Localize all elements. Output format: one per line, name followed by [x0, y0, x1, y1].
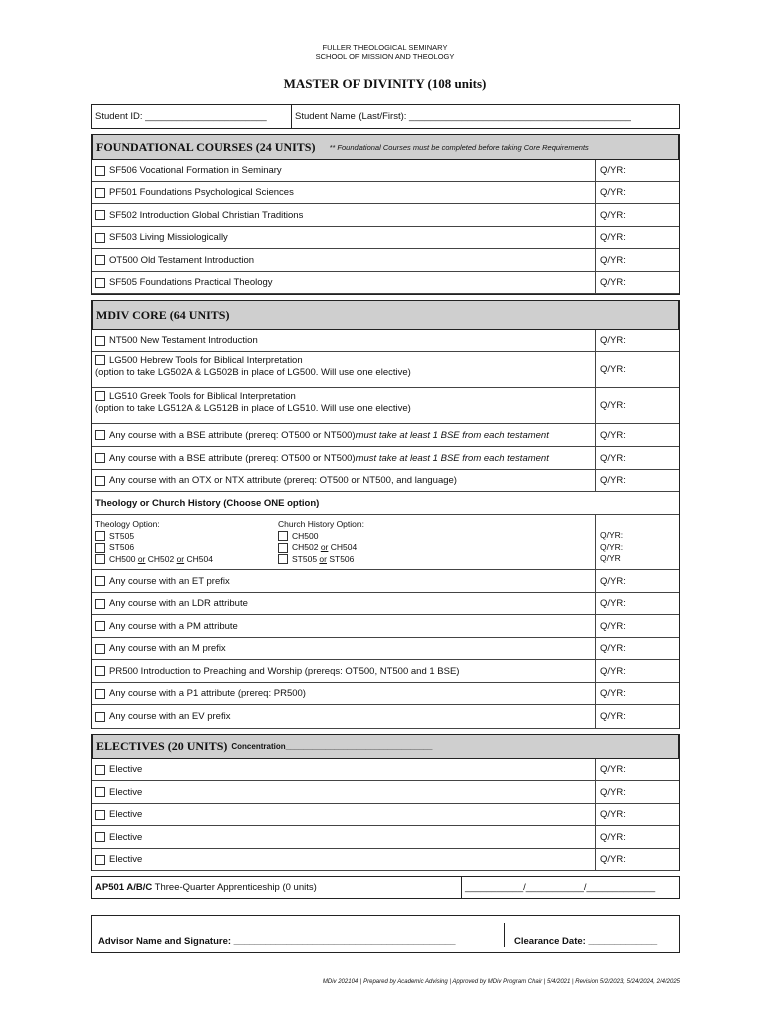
qyr-field[interactable]: Q/YR:: [595, 352, 679, 387]
apprenticeship-code: AP501 A/B/C: [95, 882, 153, 893]
course-label: LG510 Greek Tools for Biblical Interpretation: [109, 390, 296, 402]
checkbox[interactable]: [95, 233, 105, 243]
checkbox[interactable]: [95, 576, 105, 586]
core-row: [92, 638, 679, 660]
apprenticeship-dates[interactable]: ___________/___________/_____________: [465, 882, 656, 893]
found-row: [92, 249, 679, 272]
found-row: [92, 182, 679, 204]
checkbox[interactable]: [95, 810, 105, 820]
qyr-line: Q/YR:: [600, 530, 624, 540]
qyr-field[interactable]: Q/YR:: [595, 615, 679, 637]
core-row: [92, 615, 679, 638]
qyr-field[interactable]: Q/YR:: [595, 826, 679, 848]
student-info: [91, 104, 680, 129]
theology-option: [95, 519, 213, 565]
option-row: [92, 515, 679, 570]
elective-row: [92, 781, 679, 804]
institution-name: FULLER THEOLOGICAL SEMINARY: [322, 43, 448, 52]
qyr-field[interactable]: Q/YR:: [595, 638, 679, 659]
checkbox[interactable]: [95, 391, 105, 401]
student-name-field[interactable]: Student Name (Last/First): __________________________________________: [295, 111, 631, 122]
course-note: must take at least 1 BSE from each testament: [355, 452, 549, 464]
checkbox[interactable]: [95, 621, 105, 631]
elective-row: [92, 759, 679, 781]
qyr-field[interactable]: Q/YR:: [595, 424, 679, 446]
choose-option-row: [92, 492, 679, 515]
checkbox[interactable]: [278, 531, 288, 541]
qyr-field[interactable]: Q/YR:: [595, 705, 679, 728]
school-name: SCHOOL OF MISSION AND THEOLOGY: [315, 52, 455, 61]
clearance-date-field[interactable]: Clearance Date: _____________: [514, 936, 658, 947]
qyr-field[interactable]: Q/YR:: [595, 660, 679, 682]
option-item: CH504: [184, 553, 213, 564]
core-row: [92, 593, 679, 615]
foundational-header: [92, 134, 679, 160]
elective-row: [92, 849, 679, 871]
apprenticeship-text: Three-Quarter Apprenticeship (0 units): [152, 882, 317, 893]
qyr-field[interactable]: [595, 515, 679, 569]
core-row: [92, 683, 679, 705]
course-label: Any course with an M prefix: [109, 643, 226, 654]
course-label: SF505 Foundations Practical Theology: [109, 277, 273, 288]
church-history-option: [278, 519, 364, 565]
core-row: [92, 570, 679, 593]
course-note: (option to take LG512A & LG512B in place of LG510. Will use one elective): [95, 402, 411, 414]
checkbox[interactable]: [95, 336, 105, 346]
core-row: [92, 660, 679, 683]
checkbox[interactable]: [95, 355, 105, 365]
checkbox[interactable]: [95, 599, 105, 609]
course-label: NT500 New Testament Introduction: [109, 335, 258, 346]
core-header: [92, 300, 679, 330]
checkbox[interactable]: [95, 188, 105, 198]
option-item: CH500: [109, 553, 138, 564]
course-label: Elective: [109, 786, 143, 798]
core-row-bse-2: [92, 447, 679, 470]
option-item: CH502: [145, 553, 177, 564]
apprenticeship-label: [92, 877, 462, 898]
qyr-field[interactable]: Q/YR:: [595, 272, 679, 293]
qyr-field[interactable]: Q/YR:: [595, 160, 679, 181]
checkbox[interactable]: [95, 554, 105, 564]
course-label: Any course with an OTX or NTX attribute (prereq: OT500 or NT500, and language): [109, 475, 457, 486]
elective-row: [92, 804, 679, 826]
found-row: [92, 272, 679, 294]
course-label: SF506 Vocational Formation in Seminary: [109, 165, 282, 176]
or-text: or: [319, 553, 327, 564]
theology-label: Theology Option:: [95, 519, 160, 529]
concentration-field[interactable]: Concentration_________________________________: [231, 742, 433, 751]
course-label: Any course with an EV prefix: [109, 711, 231, 722]
qyr-field[interactable]: Q/YR:: [595, 204, 679, 226]
qyr-line: Q/YR: [600, 553, 621, 563]
core-row-lg500: [92, 352, 679, 388]
found-row: [92, 204, 679, 227]
advisor-signature-field[interactable]: Advisor Name and Signature: __________________________________________: [92, 923, 505, 947]
choose-option-label: Theology or Church History (Choose ONE option): [95, 497, 320, 509]
foundational-note: ** Foundational Courses must be completed before taking Core Requirements: [329, 142, 589, 152]
qyr-field[interactable]: Q/YR:: [595, 781, 679, 803]
course-label: Any course with a PM attribute: [109, 620, 238, 632]
core-row-otx: [92, 470, 679, 492]
checkbox[interactable]: [95, 255, 105, 265]
option-item: ST505: [109, 530, 135, 541]
checkbox[interactable]: [95, 787, 105, 797]
found-row: [92, 227, 679, 249]
checkbox[interactable]: [95, 531, 105, 541]
foundational-title: FOUNDATIONAL COURSES (24 UNITS): [96, 139, 316, 154]
course-label: Any course with an LDR attribute: [109, 598, 248, 609]
qyr-line: Q/YR:: [600, 541, 624, 552]
checkbox[interactable]: [95, 689, 105, 699]
checkbox[interactable]: [95, 712, 105, 722]
checkbox[interactable]: [95, 832, 105, 842]
core-row-bse-1: [92, 424, 679, 447]
qyr-field[interactable]: Q/YR:: [595, 683, 679, 704]
qyr-field[interactable]: Q/YR:: [595, 388, 679, 423]
option-item: CH504: [328, 542, 358, 552]
option-item: CH500: [292, 530, 319, 541]
option-item: ST506: [109, 542, 135, 552]
qyr-field[interactable]: Q/YR:: [595, 249, 679, 271]
qyr-field[interactable]: Q/YR:: [595, 804, 679, 825]
qyr-field[interactable]: Q/YR:: [595, 759, 679, 780]
course-label: Elective: [109, 854, 143, 865]
page-title: MASTER OF DIVINITY (108 units): [283, 76, 487, 91]
qyr-field[interactable]: Q/YR:: [595, 593, 679, 614]
checkbox[interactable]: [278, 554, 288, 564]
checkbox[interactable]: [278, 543, 288, 553]
course-label: PF501 Foundations Psychological Sciences: [109, 187, 294, 198]
core-row-lg510: [92, 388, 679, 424]
checkbox[interactable]: [95, 278, 105, 288]
qyr-field[interactable]: Q/YR:: [595, 330, 679, 351]
electives-title: ELECTIVES (20 UNITS): [96, 739, 228, 753]
qyr-field[interactable]: Q/YR:: [595, 182, 679, 203]
elective-row: [92, 826, 679, 849]
checkbox[interactable]: [95, 476, 105, 486]
course-label: PR500 Introduction to Preaching and Worship (prereqs: OT500, NT500 and 1 BSE): [109, 665, 460, 677]
footer-note: MDiv 202104 | Prepared by Academic Advising | Approved by MDiv Program Chair | 5/4/2021 | Revision 5/2/2023, 5/24/2024, 2/4/2025: [322, 979, 680, 985]
checkbox[interactable]: [95, 855, 105, 865]
course-label: Any course with a BSE attribute (prereq: OT500 or NT500): [109, 429, 356, 441]
electives-header: [92, 734, 679, 759]
course-label: Any course with a BSE attribute (prereq: OT500 or NT500): [109, 452, 356, 464]
core-title: MDIV CORE (64 UNITS): [96, 307, 230, 322]
checkbox[interactable]: [95, 166, 105, 176]
student-id-field[interactable]: Student ID: _______________________: [92, 105, 292, 128]
or-text: or: [137, 553, 146, 564]
qyr-field[interactable]: Q/YR:: [595, 227, 679, 248]
checkbox[interactable]: [95, 644, 105, 654]
course-label: Any course with a P1 attribute (prereq: PR500): [109, 688, 306, 699]
option-item: ST506: [326, 553, 355, 564]
checkbox[interactable]: [95, 210, 105, 220]
option-item: CH502: [292, 542, 321, 552]
qyr-field[interactable]: Q/YR:: [595, 447, 679, 469]
course-label: SF503 Living Missiologically: [109, 232, 228, 243]
core-row: [92, 705, 679, 729]
course-note: must take at least 1 BSE from each testament: [355, 429, 549, 441]
qyr-field[interactable]: Q/YR:: [595, 570, 679, 592]
apprenticeship-row: [91, 876, 680, 899]
checkbox[interactable]: [95, 430, 105, 440]
checkbox[interactable]: [95, 765, 105, 775]
qyr-field[interactable]: Q/YR:: [595, 470, 679, 491]
course-label: OT500 Old Testament Introduction: [109, 254, 255, 266]
course-note: (option to take LG502A & LG502B in place of LG500. Will use one elective): [95, 366, 411, 378]
church-history-label: Church History Option:: [278, 519, 364, 529]
course-label: Elective: [109, 831, 143, 843]
course-label: LG500 Hebrew Tools for Biblical Interpretation: [109, 354, 303, 366]
course-label: Elective: [109, 809, 143, 820]
checkbox[interactable]: [95, 453, 105, 463]
checkbox[interactable]: [95, 543, 105, 553]
option-item: ST505: [292, 553, 320, 564]
checkbox[interactable]: [95, 666, 105, 676]
or-text: or: [320, 542, 329, 552]
qyr-field[interactable]: Q/YR:: [595, 849, 679, 870]
found-row: [92, 160, 679, 182]
or-text: or: [176, 553, 185, 564]
course-label: SF502 Introduction Global Christian Traditions: [109, 209, 304, 221]
course-label: Elective: [109, 764, 143, 775]
advisor-box: [91, 915, 680, 953]
course-label: Any course with an ET prefix: [109, 575, 230, 587]
